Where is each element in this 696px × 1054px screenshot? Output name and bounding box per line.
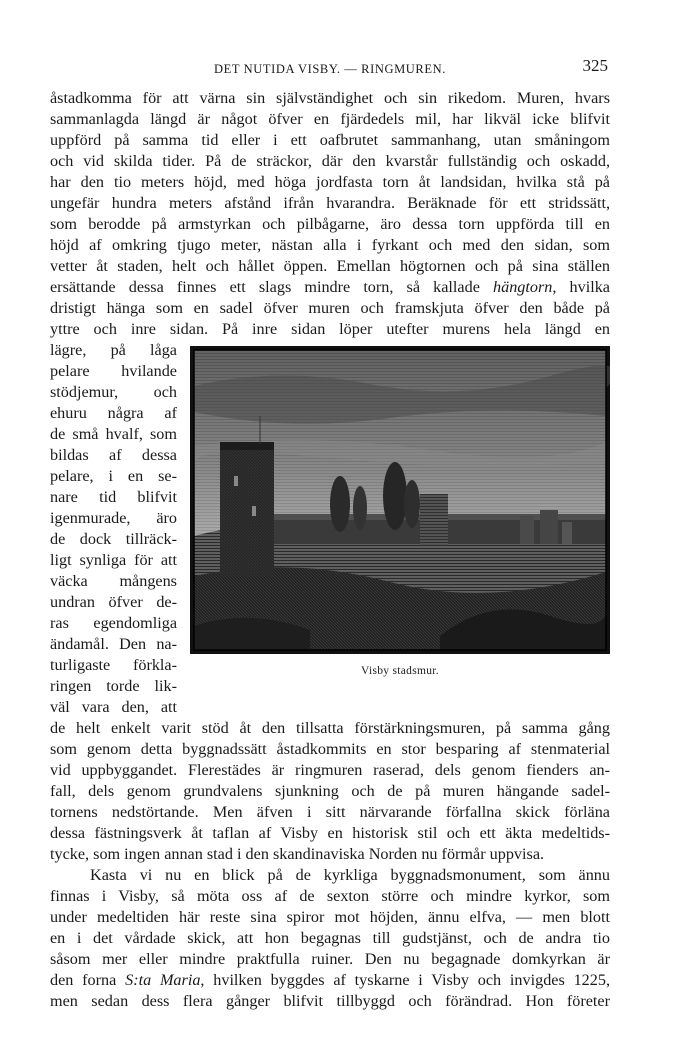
text-line: Kasta vi nu en blick på de kyrkliga byggnadsmonument, som ännu bbox=[90, 866, 610, 884]
italic-term: hängtorn bbox=[493, 278, 553, 296]
text-line: tycke, som ingen annan stad i den skandinaviska Norden nu förmår uppvisa. bbox=[50, 845, 545, 863]
text-line: dristigt hänga som en sadel öfver muren och framskjuta öfver den både på bbox=[50, 299, 610, 317]
text-segment: ersättande dessa finnes ett slags mindre torn, så kallade bbox=[50, 278, 493, 296]
text-line: såsom mer eller mindre praktfulla ruiner. Den nu begagnade domkyrkan är bbox=[50, 950, 610, 968]
page-number: 325 bbox=[582, 56, 608, 75]
text-line: nare tid blifvit bbox=[50, 488, 177, 506]
text-line: de små hvalf, som bbox=[50, 425, 177, 443]
text-line: under medeltiden här reste sina spiror mot höjden, ännu elfva, — men blott bbox=[50, 908, 610, 926]
text-line: höjd af omkring tjugo meter, nästan alla i fyrkant och med den sidan, som bbox=[50, 236, 610, 254]
text-line: pelare, i en se- bbox=[50, 467, 177, 485]
text-line: de dock tillräck- bbox=[50, 530, 177, 548]
running-head: DET NUTIDA VISBY. — RINGMUREN. bbox=[214, 62, 446, 76]
text-line: ligt synliga för att bbox=[50, 551, 177, 569]
text-segment: , hvilken byggdes af tyskarne i Visby och invigdes 1225, bbox=[200, 971, 610, 989]
text-line: turligaste förkla- bbox=[50, 656, 177, 674]
text-line: ehuru några af bbox=[50, 404, 177, 422]
text-segment: , hvilka bbox=[552, 278, 610, 296]
text-line: vetter åt staden, helt och hållet öppen. Emellan högtornen och på sina ställen bbox=[50, 257, 610, 275]
text-line: sammanlagda längd är något öfver en fjärdedels mil, har likväl icke blifvit bbox=[50, 110, 610, 128]
text-line: lägre, på låga bbox=[50, 341, 177, 359]
text-line: vid uppbyggandet. Flerestädes är ringmuren raserad, dels genom fienders an- bbox=[50, 761, 610, 779]
text-line: tornens nedstörtande. Men äfven i sitt närvarande förfallna skick förläna bbox=[50, 803, 610, 821]
text-line bbox=[50, 970, 610, 991]
text-line: väl vara den, att bbox=[50, 698, 177, 716]
text-segment: den forna bbox=[50, 971, 126, 989]
text-line: som berodde på armstyrkan och pilbågarne, äro dessa torn uppförda till en bbox=[50, 215, 610, 233]
figure-caption: Visby stadsmur. bbox=[361, 665, 439, 677]
text-line: och vid skilda tider. På de sträckor, där den kvarstår fullständig och oskadd, bbox=[50, 152, 610, 170]
text-line: bildas af dessa bbox=[50, 446, 177, 464]
text-line: ras egendomliga bbox=[50, 614, 177, 632]
text-line: uppförd på samma tid eller i ett oafbrutet sammanhang, utan småningom bbox=[50, 131, 610, 149]
text-line: som genom detta byggnadssätt åstadkommits en stor besparing af stenmaterial bbox=[50, 740, 610, 758]
italic-term: S:ta Maria bbox=[125, 971, 201, 989]
text-line bbox=[50, 277, 610, 298]
engraving-illustration bbox=[190, 346, 610, 654]
text-line: men sedan dess flera gånger blifvit tillbyggd och förändrad. Hon företer bbox=[50, 992, 610, 1010]
text-line: ungefär hundra meters afstånd ifrån hvarandra. Beräknade för ett stridssätt, bbox=[50, 194, 610, 212]
text-line: väcka mångens bbox=[50, 572, 177, 590]
text-line: yttre och inre sidan. På inre sidan löper utefter murens hela längd en bbox=[50, 320, 610, 338]
text-line: fall, dels genom grundvalens sjunkning och de på muren hängande sadel- bbox=[50, 782, 610, 800]
page-header bbox=[50, 56, 610, 82]
text-line: dessa fästningsverk åt taflan af Visby en historisk stil och ett äkta medeltids- bbox=[50, 824, 610, 842]
text-line: de helt enkelt varit stöd åt den tillsatta förstärkningsmuren, på samma gång bbox=[50, 719, 610, 737]
visby-wall-engraving bbox=[190, 346, 610, 654]
text-line: stödjemur, och bbox=[50, 383, 177, 401]
text-line: en i det vårdade skick, att hon begagnas till gudstjänst, och de andra tio bbox=[50, 929, 610, 947]
text-line: finnas i Visby, så möta oss af de sexton större och mindre kyrkor, som bbox=[50, 887, 610, 905]
text-line: pelare hvilande bbox=[50, 362, 177, 380]
text-line: åstadkomma för att värna sin självständighet och sin rikedom. Muren, hvars bbox=[50, 89, 610, 107]
text-line: ändamål. Den na- bbox=[50, 635, 177, 653]
text-line: igenmurade, äro bbox=[50, 509, 177, 527]
text-line: undran öfver de- bbox=[50, 593, 177, 611]
text-line: har den tio meters höjd, med höga jordfasta torn åt landsidan, hvilka stå på bbox=[50, 173, 610, 191]
text-line: ringen torde lik- bbox=[50, 677, 177, 695]
